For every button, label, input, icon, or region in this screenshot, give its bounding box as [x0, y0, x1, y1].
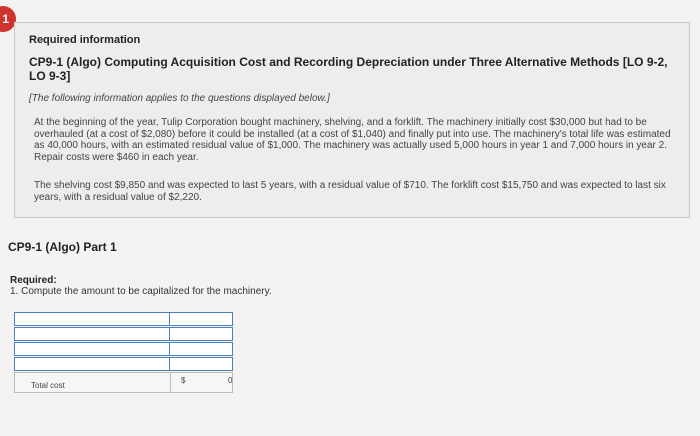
table-row [14, 312, 233, 326]
cost-amount-input[interactable] [170, 313, 234, 325]
total-cost-row [14, 372, 233, 393]
cost-description-input[interactable] [15, 358, 170, 370]
cost-description-input[interactable] [15, 343, 170, 355]
problem-paragraph-shelving: The shelving cost $9,850 and was expected to last 5 years, with a residual value of $710. The forklift cost $15,750 and was expected to last six years, with a residual value of $2,220. [34, 180, 666, 203]
cost-description-input[interactable] [15, 313, 170, 325]
required-label: Required: [10, 275, 57, 286]
problem-title: CP9-1 (Algo) Computing Acquisition Cost and Recording Depreciation under Three Alternative Methods [LO 9-2, LO 9-3] [29, 55, 668, 83]
total-currency-symbol: $ [181, 376, 186, 385]
problem-paragraph-machinery: At the beginning of the year, Tulip Corporation bought machinery, shelving, and a forklift. The machinery initially cost $30,000 but had to be overhauled (at a cost of $2,080) before it could be installed (at a cost of $1,040) and finally put into use. The machinery's total life was estimated as 40,000 hours, with an estimated residual value of $1,000. The machinery was actually used 5,000 hours in year 1 and 7,000 hours in year 2. Repair costs were $460 in each year. [34, 117, 671, 163]
capitalized-cost-worktable [14, 312, 233, 393]
info-title: Required information [29, 34, 141, 46]
total-row-divider [170, 373, 171, 392]
part-title: CP9-1 (Algo) Part 1 [8, 240, 117, 254]
cost-description-input[interactable] [15, 328, 170, 340]
cost-amount-input[interactable] [170, 328, 234, 340]
required-information-box [14, 22, 690, 218]
cost-amount-input[interactable] [170, 343, 234, 355]
table-row [14, 357, 233, 371]
total-cost-value: 0 [228, 376, 233, 385]
table-row [14, 342, 233, 356]
total-cost-label: Total cost [31, 381, 65, 390]
question-number-badge: 1 [0, 6, 16, 32]
required-item: 1. Compute the amount to be capitalized for the machinery. [10, 286, 272, 297]
info-note: [The following information applies to the questions displayed below.] [29, 93, 330, 104]
cost-amount-input[interactable] [170, 358, 234, 370]
table-row [14, 327, 233, 341]
